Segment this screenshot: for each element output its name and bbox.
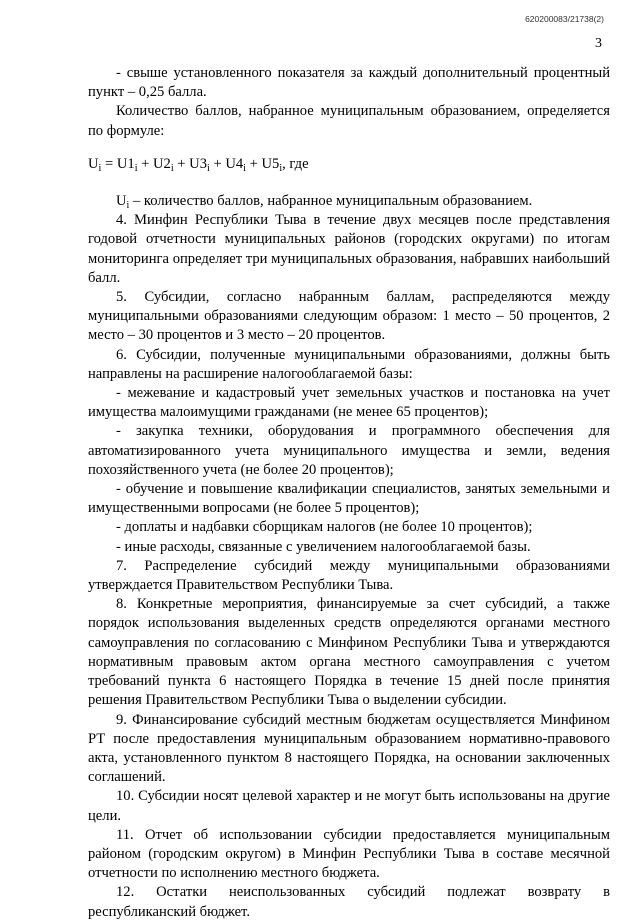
paragraph-4: 4. Минфин Республики Тыва в течение двух месяцев после представления годовой отчетности муниципальных районов (городских округами) по итогам мониторинга определяет три муниципальных образования, набравших наибольший балл. (88, 212, 610, 286)
paragraph-6-item-other: - иные расходы, связанные с увеличением налогооблагаемой базы. (116, 538, 531, 555)
paragraph-6-item-bonuses: - доплаты и надбавки сборщикам налогов (не более 10 процентов); (116, 519, 533, 536)
document-body (88, 64, 610, 922)
paragraph-10: 10. Субсидии носят целевой характер и не могут быть использованы на другие цели. (88, 788, 610, 824)
formula-definition: $U_i$ – количество баллов, набранное муниципальным образованием. (116, 193, 533, 212)
paragraph-7: 7. Распределение субсидий между муниципальными образованиями утверждается Правительством Республики Тыва. (88, 557, 610, 594)
paragraph-6-item-cadastral: - межевание и кадастровый учет земельных участков и постановка на учет имущества малоимущими гражданами (не менее 65 процентов); (88, 385, 610, 421)
paragraph-6: 6. Субсидии, полученные муниципальными образованиями, должны быть направлены на расширение налогооблагаемой базы: (88, 346, 610, 382)
paragraph-12: 12. Остатки неиспользованных субсидий подлежат возврату в республиканский бюджет. (88, 884, 610, 920)
paragraph-6-item-training: - обучение и повышение квалификации специалистов, занятых земельными и имущественными вопросами (не более 5 процентов); (88, 481, 610, 517)
paragraph-9: 9. Финансирование субсидий местным бюджетам осуществляется Минфином РТ после предоставления муниципальным образованием нормативно-правового акта, установленного пунктом 8 настоящего Порядка, на основании заключенных соглашений. (88, 711, 610, 786)
paragraph-bullet-extra-points: - свыше установленного показателя за каждый дополнительный процентный пункт – 0,25 балла. (88, 65, 610, 101)
page-number: 3 (595, 36, 602, 51)
paragraph-11: 11. Отчет об использовании субсидии предоставляется муниципальным районом (городским округом) в Минфин Республики Тыва в составе месячной отчетности по исполнению местного бюджета. (88, 826, 610, 882)
paragraph-formula-intro: Количество баллов, набранное муниципальным образованием, определяется по формуле: (88, 103, 610, 139)
score-formula: $U_i = U1_i + U2_i + U3_i + U4_i + U5_i$, где (88, 155, 309, 174)
paragraph-8: 8. Конкретные мероприятия, финансируемые за счет субсидий, а также порядок использования выделенных средств определяются органами местного самоуправления по согласованию с Минфином Республики Тыва и утверждаются нормативным правовым актом органа местного самоуправления с учетом требований пункта 6 настоящего Порядка в течение 15 дней после принятия решения Правительством Республики Тыва о выделении субсидии. (88, 596, 610, 709)
paragraph-6-item-equipment: - закупка техники, оборудования и программного обеспечения для автоматизированного учета муниципального имущества и земли, ведения похозяйственного учета (не более 20 процентов); (88, 423, 610, 478)
document-id: 620200083/21738(2) (525, 14, 604, 24)
paragraph-5: 5. Субсидии, согласно набранным баллам, распределяются между муниципальными образованиями следующим образом: 1 место – 50 процентов, 2 место – 30 процентов и 3 место – 20 процентов. (88, 289, 610, 344)
